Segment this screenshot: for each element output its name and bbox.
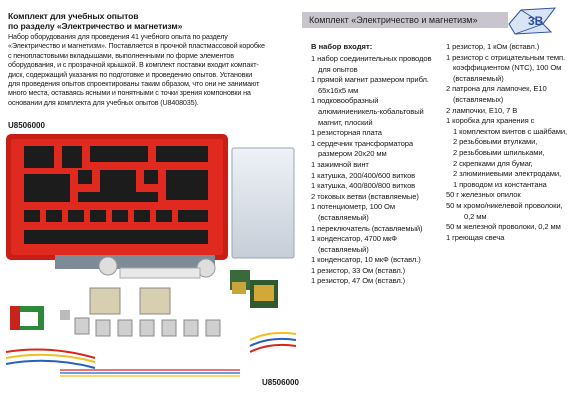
kit-contents-label: В набор входят: xyxy=(311,42,373,51)
kit-item: 1 переключатель (вставляемый) xyxy=(311,223,423,233)
kit-item: 2 патрона для лампочек, E10 xyxy=(446,84,547,94)
description-line: Набор оборудования для проведения 41 учебного опыта по разделу xyxy=(8,32,228,41)
kit-item: 0,2 мм xyxy=(464,211,487,221)
section-header xyxy=(302,12,508,28)
kit-item: (вставляемых) xyxy=(453,94,504,104)
kit-item: алюминиеникель-кобальтовый xyxy=(318,106,424,116)
kit-item: (вставляемый) xyxy=(318,244,369,254)
description-line: диск, содержащий указания по подготовке и проведению опытов. Установки xyxy=(8,69,253,79)
kit-item: 1 резистор, 47 Ом (вставл.) xyxy=(311,276,406,286)
kit-item: 1 сердечник трансформатора xyxy=(311,138,413,148)
kit-item: 2 токовых ветви (вставляемые) xyxy=(311,191,419,201)
logo-text: 3B xyxy=(528,14,544,28)
section-header-text: Комплект «Электричество и магнетизм» xyxy=(309,15,478,25)
kit-item: 1 комплектом винтов с шайбами, xyxy=(453,126,567,136)
kit-item: 2 лампочки, E10, 7 В xyxy=(446,105,518,115)
kit-item: 1 катушка, 400/800/800 витков xyxy=(311,181,416,191)
kit-item: размером 20x20 мм xyxy=(318,149,387,159)
kit-item: 1 прямой магнит размером прибл. xyxy=(311,75,429,85)
kit-item: 1 зажимной винт xyxy=(311,159,369,169)
kit-item: 50 г железных опилок xyxy=(446,190,521,200)
kit-item: 2 резьбовыми шпильками, xyxy=(453,147,545,157)
kit-item: 50 м хромо/никелевой проволоки, xyxy=(446,200,563,210)
kit-item: 1 конденсатор, 4700 мкФ xyxy=(311,234,397,244)
kit-product-photo xyxy=(0,130,300,390)
kit-item: 1 катушка, 200/400/600 витков xyxy=(311,170,416,180)
3b-scientific-logo-icon xyxy=(507,4,557,36)
description-line: с пенопластовыми вкладышами, выполненными по форме элементов xyxy=(8,50,234,60)
description-line: много места, оставаясь ясными и понятными с точки зрения компоновки на xyxy=(8,88,251,98)
kit-item: 1 коробка для хранения с xyxy=(446,116,535,126)
kit-item: коэффициентом (NTC), 100 Ом xyxy=(453,63,562,73)
kit-item: 1 резистор с отрицательным темп. xyxy=(446,52,565,62)
kit-item: 1 греющая свеча xyxy=(446,232,505,242)
description-line: оборудования, и с прозрачной крышкой. В комплект поставки входит компакт- xyxy=(8,60,259,70)
product-title-line2: по разделу «Электричество и магнетизм» xyxy=(8,21,183,31)
product-title xyxy=(8,11,182,31)
kit-item: 1 подковообразный xyxy=(311,96,379,106)
kit-item: (вставляемый) xyxy=(318,212,369,222)
description-line: для проведения опытов спроектированы таким образом, что они не занимают xyxy=(8,79,260,89)
kit-item: 1 конденсатор, 10 мкФ (вставл.) xyxy=(311,255,421,265)
kit-item: 2 злюминиевыми электродами, xyxy=(453,169,562,179)
product-title-line1: Комплект для учебных опытов xyxy=(8,11,139,21)
description-line: «Электричество и магнетизм». Поставляется в прочной пластмассовой коробке xyxy=(8,41,265,51)
kit-item: магнит, плоский xyxy=(318,117,373,127)
product-code-bottom: U8506000 xyxy=(262,378,299,387)
kit-item: для опытов xyxy=(318,64,358,74)
kit-item: 1 набор соединительных проводов xyxy=(311,54,432,63)
product-code-top: U8506000 xyxy=(8,121,45,130)
kit-item: 50 м железной проволоки, 0,2 мм xyxy=(446,222,561,232)
product-description xyxy=(8,32,293,107)
kit-item: 1 резистор, 33 Ом (вставл.) xyxy=(311,265,406,275)
description-line: основании для комплекта для учебных опытов (U8408035). xyxy=(8,97,199,107)
kit-item: 2 резьбовыми втулками, xyxy=(453,137,538,147)
contents-column-1 xyxy=(311,54,449,287)
kit-item: 1 резистор, 1 кОм (вставл.) xyxy=(446,42,540,51)
kit-item: 1 потенциометр, 100 Ом xyxy=(311,202,395,212)
kit-item: 1 проводом из константана xyxy=(453,179,547,189)
kit-item: 1 резисторная плата xyxy=(311,128,382,138)
kit-item: 65x16x5 мм xyxy=(318,85,359,95)
kit-item: (вставляемый) xyxy=(453,73,504,83)
kit-item: 2 скрепками для бумаг, xyxy=(453,158,533,168)
contents-column-2 xyxy=(446,42,568,243)
